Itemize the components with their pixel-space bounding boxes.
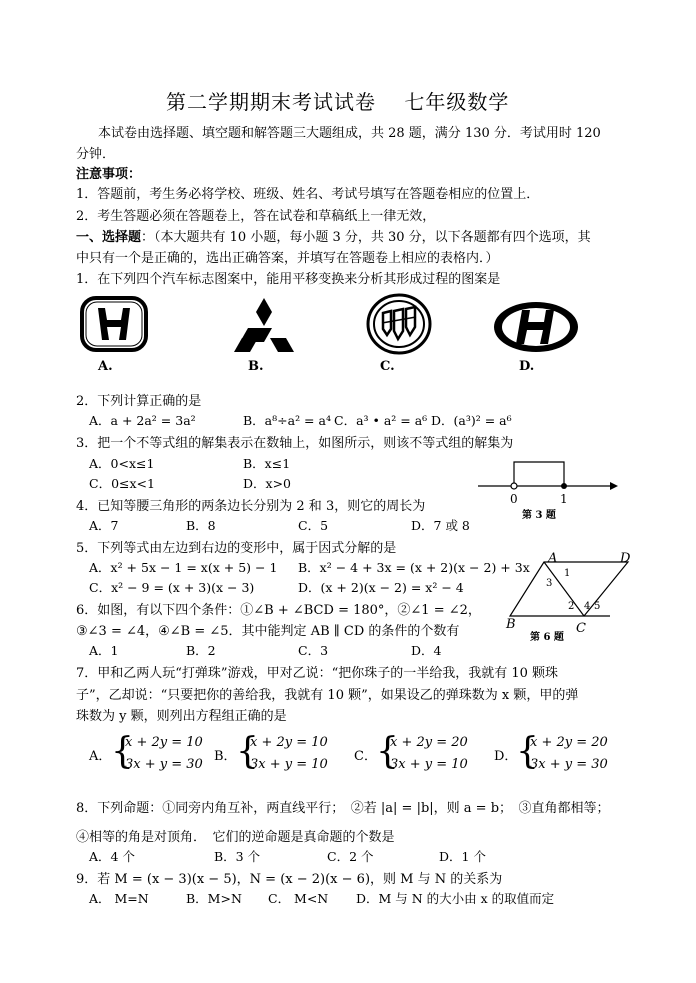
question-6-stem: 6．如图，有以下四个条件：①∠B + ∠BCD = 180°，②∠1 = ∠2，: [76, 603, 481, 618]
option: A．1: [89, 643, 119, 658]
option: D．x>0: [243, 476, 291, 491]
hyundai-logo-icon: [492, 300, 580, 354]
option: C．x² − 9 = (x + 3)(x − 3): [89, 580, 255, 595]
option: B．x² − 4 + 3x = (x + 2)(x − 2) + 3x: [298, 560, 530, 575]
option: A．x² + 5x − 1 = x(x + 5) − 1: [89, 560, 278, 575]
option: C．a³ • a² = a⁶: [334, 413, 428, 428]
option: B．M>N: [186, 891, 242, 906]
option: C．2 个: [327, 849, 374, 864]
question-7-stem: 子”，乙却说：“只要把你的善给我，我就有 10 颗”，如果设乙的弹珠数为 x 颗，甲的弹: [76, 688, 579, 703]
option: C． M<N: [268, 891, 329, 906]
option-label: A．: [89, 749, 112, 764]
option-label: C.: [380, 359, 395, 374]
brace: {: [111, 731, 134, 772]
section-heading: [76, 226, 591, 245]
angle-4: 4: [584, 601, 591, 612]
honda-logo-icon: [80, 296, 148, 352]
option-label: B．: [214, 749, 237, 764]
angle-3: 3: [546, 578, 553, 589]
question-7-stem: 7．甲和乙两人玩“打弹珠”游戏，甲对乙说：“把你珠子的一半给我，我就有 10 颗珠: [76, 666, 559, 681]
system-option-a: [89, 732, 219, 778]
question-3-stem: 3．把一个不等式组的解集表示在数轴上，如图所示，则该不等式组的解集为: [76, 436, 514, 451]
option-label: C．: [354, 749, 377, 764]
option: D．(a³)² = a⁶: [431, 413, 512, 428]
option: D．4: [411, 643, 442, 658]
question-8-stem: 8．下列命题：①同旁内角互补，两直线平行； ②若 |a| = |b|，则 a = b； ③直角都相等；: [76, 801, 610, 816]
equation: x + 2y = 20: [530, 735, 608, 750]
option: D．(x + 2)(x − 2) = x² − 4: [298, 580, 464, 595]
option: B．8: [186, 518, 216, 533]
parallelogram-figure: [500, 552, 640, 644]
question-5-stem: 5．下列等式由左边到右边的变形中，属于因式分解的是: [76, 541, 397, 556]
option: A． M=N: [89, 891, 149, 906]
question-9-stem: 9．若 M = (x − 3)(x − 5)，N = (x − 2)(x − 6)，则 M 与 N 的关系为: [76, 872, 503, 887]
angle-1: 1: [564, 568, 571, 579]
tick-0-label: 0: [510, 492, 518, 506]
equation: 3x + y = 30: [530, 757, 608, 772]
option: C．5: [298, 518, 329, 533]
vertex-a: A: [548, 552, 558, 566]
equation: x + 2y = 10: [250, 735, 328, 750]
notes-heading: 注意事项：: [76, 167, 142, 182]
question-6-stem: ③∠3 = ∠4，④∠B = ∠5．其中能判定 AB ∥ CD 的条件的个数有: [76, 624, 460, 639]
tick-1-label: 1: [560, 492, 568, 506]
question-8-stem: ④相等的角是对顶角． 它们的逆命题是真命题的个数是: [76, 830, 395, 845]
option: D．1 个: [439, 849, 486, 864]
option: C．3: [298, 643, 329, 658]
option: D．7 或 8: [411, 518, 470, 533]
mitsubishi-logo-icon: [232, 296, 296, 354]
equation: 3x + y = 10: [250, 757, 328, 772]
option: A．a + 2a² = 3a²: [89, 413, 196, 428]
vertex-b: B: [506, 617, 516, 632]
vertex-d: D: [620, 552, 631, 566]
option: C．0≤x<1: [89, 476, 155, 491]
option-label: B.: [248, 359, 264, 374]
intro-line: 分钟．: [76, 147, 116, 162]
brace: {: [236, 731, 259, 772]
question-4-stem: 4．已知等腰三角形的两条边长分别为 2 和 3，则它的周长为: [76, 499, 426, 514]
equation: 3x + y = 30: [125, 757, 203, 772]
brace: {: [516, 731, 539, 772]
option: B．x≤1: [243, 456, 291, 471]
number-line-figure: [472, 456, 618, 522]
option-label: A.: [98, 359, 113, 374]
question-7-stem: 珠数为 y 颗，则列出方程组正确的是: [76, 709, 287, 724]
system-option-b: [214, 732, 344, 778]
note-item: 2．考生答题必须在答题卷上，答在试卷和草稿纸上一律无效，: [76, 209, 436, 224]
question-1-stem: 1．在下列四个汽车标志图案中，能用平移变换来分析其形成过程的图案是: [76, 272, 501, 287]
option-label: D．: [494, 749, 518, 764]
figure-caption: 第 3 题: [522, 510, 556, 521]
equation: x + 2y = 10: [125, 735, 203, 750]
system-option-d: [494, 732, 624, 778]
system-option-c: [354, 732, 484, 778]
question-2-stem: 2．下列计算正确的是: [76, 394, 202, 409]
vertex-c: C: [576, 621, 586, 636]
note-item: 1．答题前，考生务必将学校、班级、姓名、考试号填写在答题卷相应的位置上．: [76, 187, 540, 202]
angle-2: 2: [568, 601, 575, 612]
brace: {: [376, 731, 399, 772]
option: A．0<x≤1: [89, 456, 155, 471]
section-desc: ：（本大题共有 10 小题，每小题 3 分，共 30 分，以下各题都有四个选项，其: [141, 230, 591, 245]
section-desc-line: 中只有一个是正确的，选出正确答案，并填写在答题卷上相应的表格内．）: [76, 251, 499, 266]
option: A．7: [89, 518, 119, 533]
option: B．3 个: [214, 849, 261, 864]
option: B．a⁸÷a² = a⁴: [243, 413, 331, 428]
option: B．2: [186, 643, 216, 658]
section-title: 一、选择题: [76, 230, 142, 245]
option: A．4 个: [89, 849, 135, 864]
equation: 3x + y = 10: [390, 757, 468, 772]
equation: x + 2y = 20: [390, 735, 468, 750]
figure-caption: 第 6 题: [530, 632, 564, 643]
buick-logo-icon: [366, 293, 432, 355]
angle-5: 5: [594, 601, 601, 612]
page-title: 第二学期期末考试试卷 七年级数学: [166, 90, 510, 114]
option: D．M 与 N 的大小由 x 的取值而定: [356, 891, 555, 906]
intro-line: 本试卷由选择题、填空题和解答题三大题组成，共 28 题，满分 130 分．考试用时 120: [98, 126, 601, 141]
option-label: D.: [519, 359, 535, 374]
